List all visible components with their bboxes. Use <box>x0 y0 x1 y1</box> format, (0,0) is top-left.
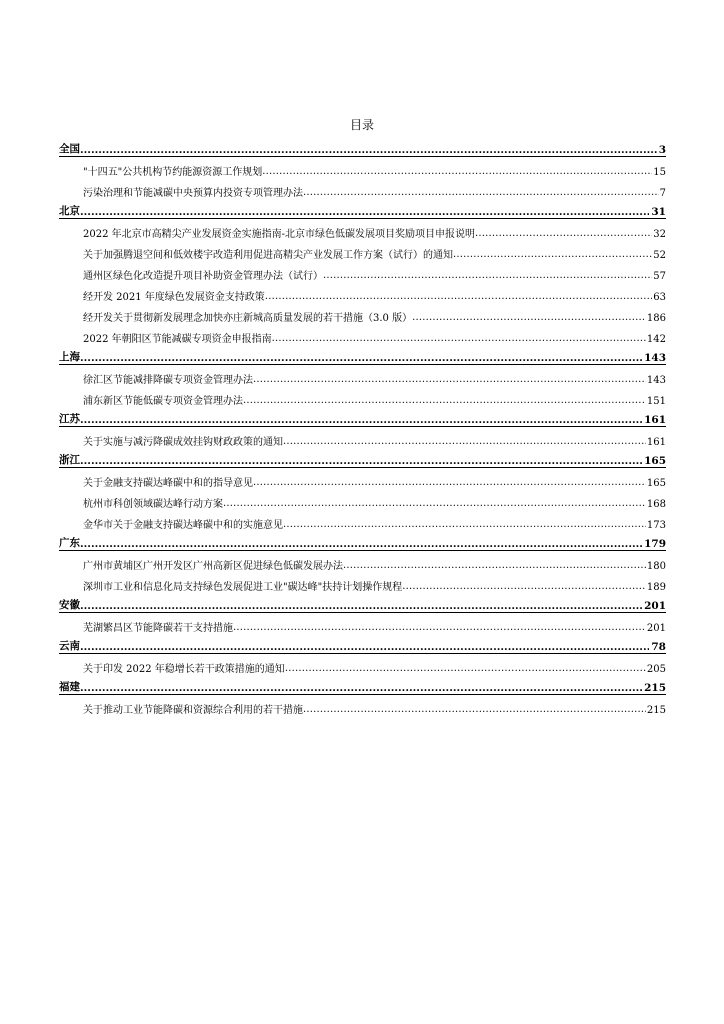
entry-page-number: 165 <box>646 478 666 489</box>
toc-section[interactable] <box>59 594 666 613</box>
entry-title: 芜湖繁昌区节能降碳若干支持措施 <box>83 623 233 634</box>
entry-title: 关于推动工业节能降碳和资源综合利用的若干措施 <box>83 705 303 716</box>
entry-title: 金华市关于金融支持碳达峰碳中和的实施意见 <box>83 520 283 531</box>
toc-entry[interactable] <box>59 695 666 716</box>
section-page-number: 143 <box>644 352 666 364</box>
section-page-number: 179 <box>644 538 666 550</box>
entry-title: 关于实施与减污降碳成效挂钩财政政策的通知 <box>83 437 283 448</box>
dot-leader <box>285 663 646 675</box>
entry-page-number: 186 <box>646 313 666 324</box>
toc-entry[interactable] <box>59 572 666 593</box>
entry-title: 经开发关于贯彻新发展理念加快亦庄新城高质量发展的若干措施（3.0 版） <box>83 313 413 324</box>
section-page-number: 31 <box>651 206 666 218</box>
dot-leader <box>323 270 652 282</box>
entry-page-number: 180 <box>646 561 666 572</box>
toc-entry[interactable] <box>59 510 666 531</box>
entry-title: 2022 年北京市高精尖产业发展资金实施指南-北京市绿色低碳发展项目奖励项目申报说明 <box>83 229 476 240</box>
section-name: 江苏 <box>59 413 80 425</box>
entry-title: 深圳市工业和信息化局支持绿色发展促进工业"碳达峰"扶持计划操作规程 <box>83 582 403 593</box>
entry-title: 关于金融支持碳达峰碳中和的指导意见 <box>83 478 253 489</box>
toc-entry[interactable] <box>59 427 666 448</box>
dot-leader <box>283 519 646 531</box>
dot-leader <box>343 560 646 572</box>
toc-entry[interactable] <box>59 386 666 407</box>
toc-entry[interactable] <box>59 282 666 303</box>
dot-leader <box>243 395 646 407</box>
section-name: 北京 <box>59 205 80 217</box>
dot-leader <box>80 641 649 653</box>
entry-page-number: 205 <box>646 664 666 675</box>
toc-section[interactable] <box>59 635 666 654</box>
dot-leader <box>253 477 646 489</box>
toc-entry[interactable] <box>59 178 666 199</box>
toc-entry[interactable] <box>59 324 666 345</box>
entry-title: 关于加强腾退空间和低效楼宇改造利用促进高精尖产业发展工作方案（试行）的通知 <box>83 250 453 261</box>
dot-leader <box>80 144 657 156</box>
entry-page-number: 142 <box>646 334 666 345</box>
entry-page-number: 173 <box>646 520 666 531</box>
section-name: 福建 <box>59 681 80 693</box>
dot-leader <box>80 682 642 694</box>
section-name: 上海 <box>59 351 80 363</box>
dot-leader <box>80 600 642 612</box>
toc-section[interactable] <box>59 200 666 219</box>
table-of-contents <box>59 137 666 716</box>
toc-entry[interactable] <box>59 240 666 261</box>
toc-title: 目录 <box>349 118 374 132</box>
toc-entry[interactable] <box>59 157 666 178</box>
dot-leader <box>223 498 646 510</box>
dot-leader <box>272 333 646 345</box>
dot-leader <box>265 291 652 303</box>
entry-title: 2022 年朝阳区节能减碳专项资金申报指南 <box>83 334 272 345</box>
entry-title: 广州市黄埔区广州开发区广州高新区促进绿色低碳发展办法 <box>83 561 343 572</box>
section-name: 全国 <box>59 143 80 155</box>
dot-leader <box>453 249 652 261</box>
dot-leader <box>262 166 652 178</box>
entry-page-number: 143 <box>646 375 666 386</box>
entry-page-number: 7 <box>659 188 666 199</box>
entry-title: 经开发 2021 年度绿色发展资金支持政策 <box>83 292 265 303</box>
section-page-number: 165 <box>644 455 666 467</box>
section-name: 安徽 <box>59 599 80 611</box>
entry-title: "十四五"公共机构节约能源资源工作规划 <box>83 167 263 178</box>
entry-title: 浦东新区节能低碳专项资金管理办法 <box>83 396 243 407</box>
dot-leader <box>283 436 646 448</box>
section-name: 云南 <box>59 640 80 652</box>
dot-leader <box>475 228 652 240</box>
dot-leader <box>80 455 642 467</box>
section-page-number: 201 <box>644 600 666 612</box>
dot-leader <box>80 352 642 364</box>
toc-section[interactable] <box>59 408 666 427</box>
entry-page-number: 151 <box>646 396 666 407</box>
toc-entry[interactable] <box>59 654 666 675</box>
section-page-number: 3 <box>658 144 666 156</box>
entry-page-number: 168 <box>646 499 666 510</box>
toc-section[interactable] <box>59 138 666 157</box>
toc-section[interactable] <box>59 532 666 551</box>
entry-title: 通州区绿色化改造提升项目补助资金管理办法（试行） <box>83 271 323 282</box>
entry-title: 关于印发 2022 年稳增长若干政策措施的通知 <box>83 664 285 675</box>
toc-section[interactable] <box>59 346 666 365</box>
dot-leader <box>402 581 646 593</box>
entry-page-number: 161 <box>646 437 666 448</box>
entry-page-number: 201 <box>646 623 666 634</box>
toc-entry[interactable] <box>59 261 666 282</box>
dot-leader <box>412 312 646 324</box>
entry-page-number: 215 <box>646 705 666 716</box>
entry-page-number: 52 <box>653 250 666 261</box>
section-page-number: 78 <box>651 641 666 653</box>
entry-page-number: 15 <box>653 167 666 178</box>
toc-entry[interactable] <box>59 489 666 510</box>
toc-entry[interactable] <box>59 551 666 572</box>
dot-leader <box>233 622 646 634</box>
section-name: 浙江 <box>59 454 80 466</box>
entry-page-number: 189 <box>646 582 666 593</box>
entry-title: 徐汇区节能减排降碳专项资金管理办法 <box>83 375 253 386</box>
entry-title: 杭州市科创领域碳达峰行动方案 <box>83 499 223 510</box>
dot-leader <box>80 538 642 550</box>
entry-title: 污染治理和节能减碳中央预算内投资专项管理办法 <box>83 188 303 199</box>
entry-page-number: 32 <box>653 229 666 240</box>
dot-leader <box>80 414 642 426</box>
entry-page-number: 57 <box>653 271 666 282</box>
section-page-number: 215 <box>644 682 666 694</box>
toc-entry[interactable] <box>59 468 666 489</box>
dot-leader <box>303 704 646 716</box>
dot-leader <box>303 187 659 199</box>
entry-page-number: 63 <box>653 292 666 303</box>
toc-entry[interactable] <box>59 365 666 386</box>
dot-leader <box>253 374 646 386</box>
dot-leader <box>80 206 649 218</box>
toc-entry[interactable] <box>59 219 666 240</box>
toc-entry[interactable] <box>59 613 666 634</box>
section-name: 广东 <box>59 537 80 549</box>
section-page-number: 161 <box>644 414 666 426</box>
toc-section[interactable] <box>59 449 666 468</box>
toc-section[interactable] <box>59 676 666 695</box>
toc-entry[interactable] <box>59 303 666 324</box>
